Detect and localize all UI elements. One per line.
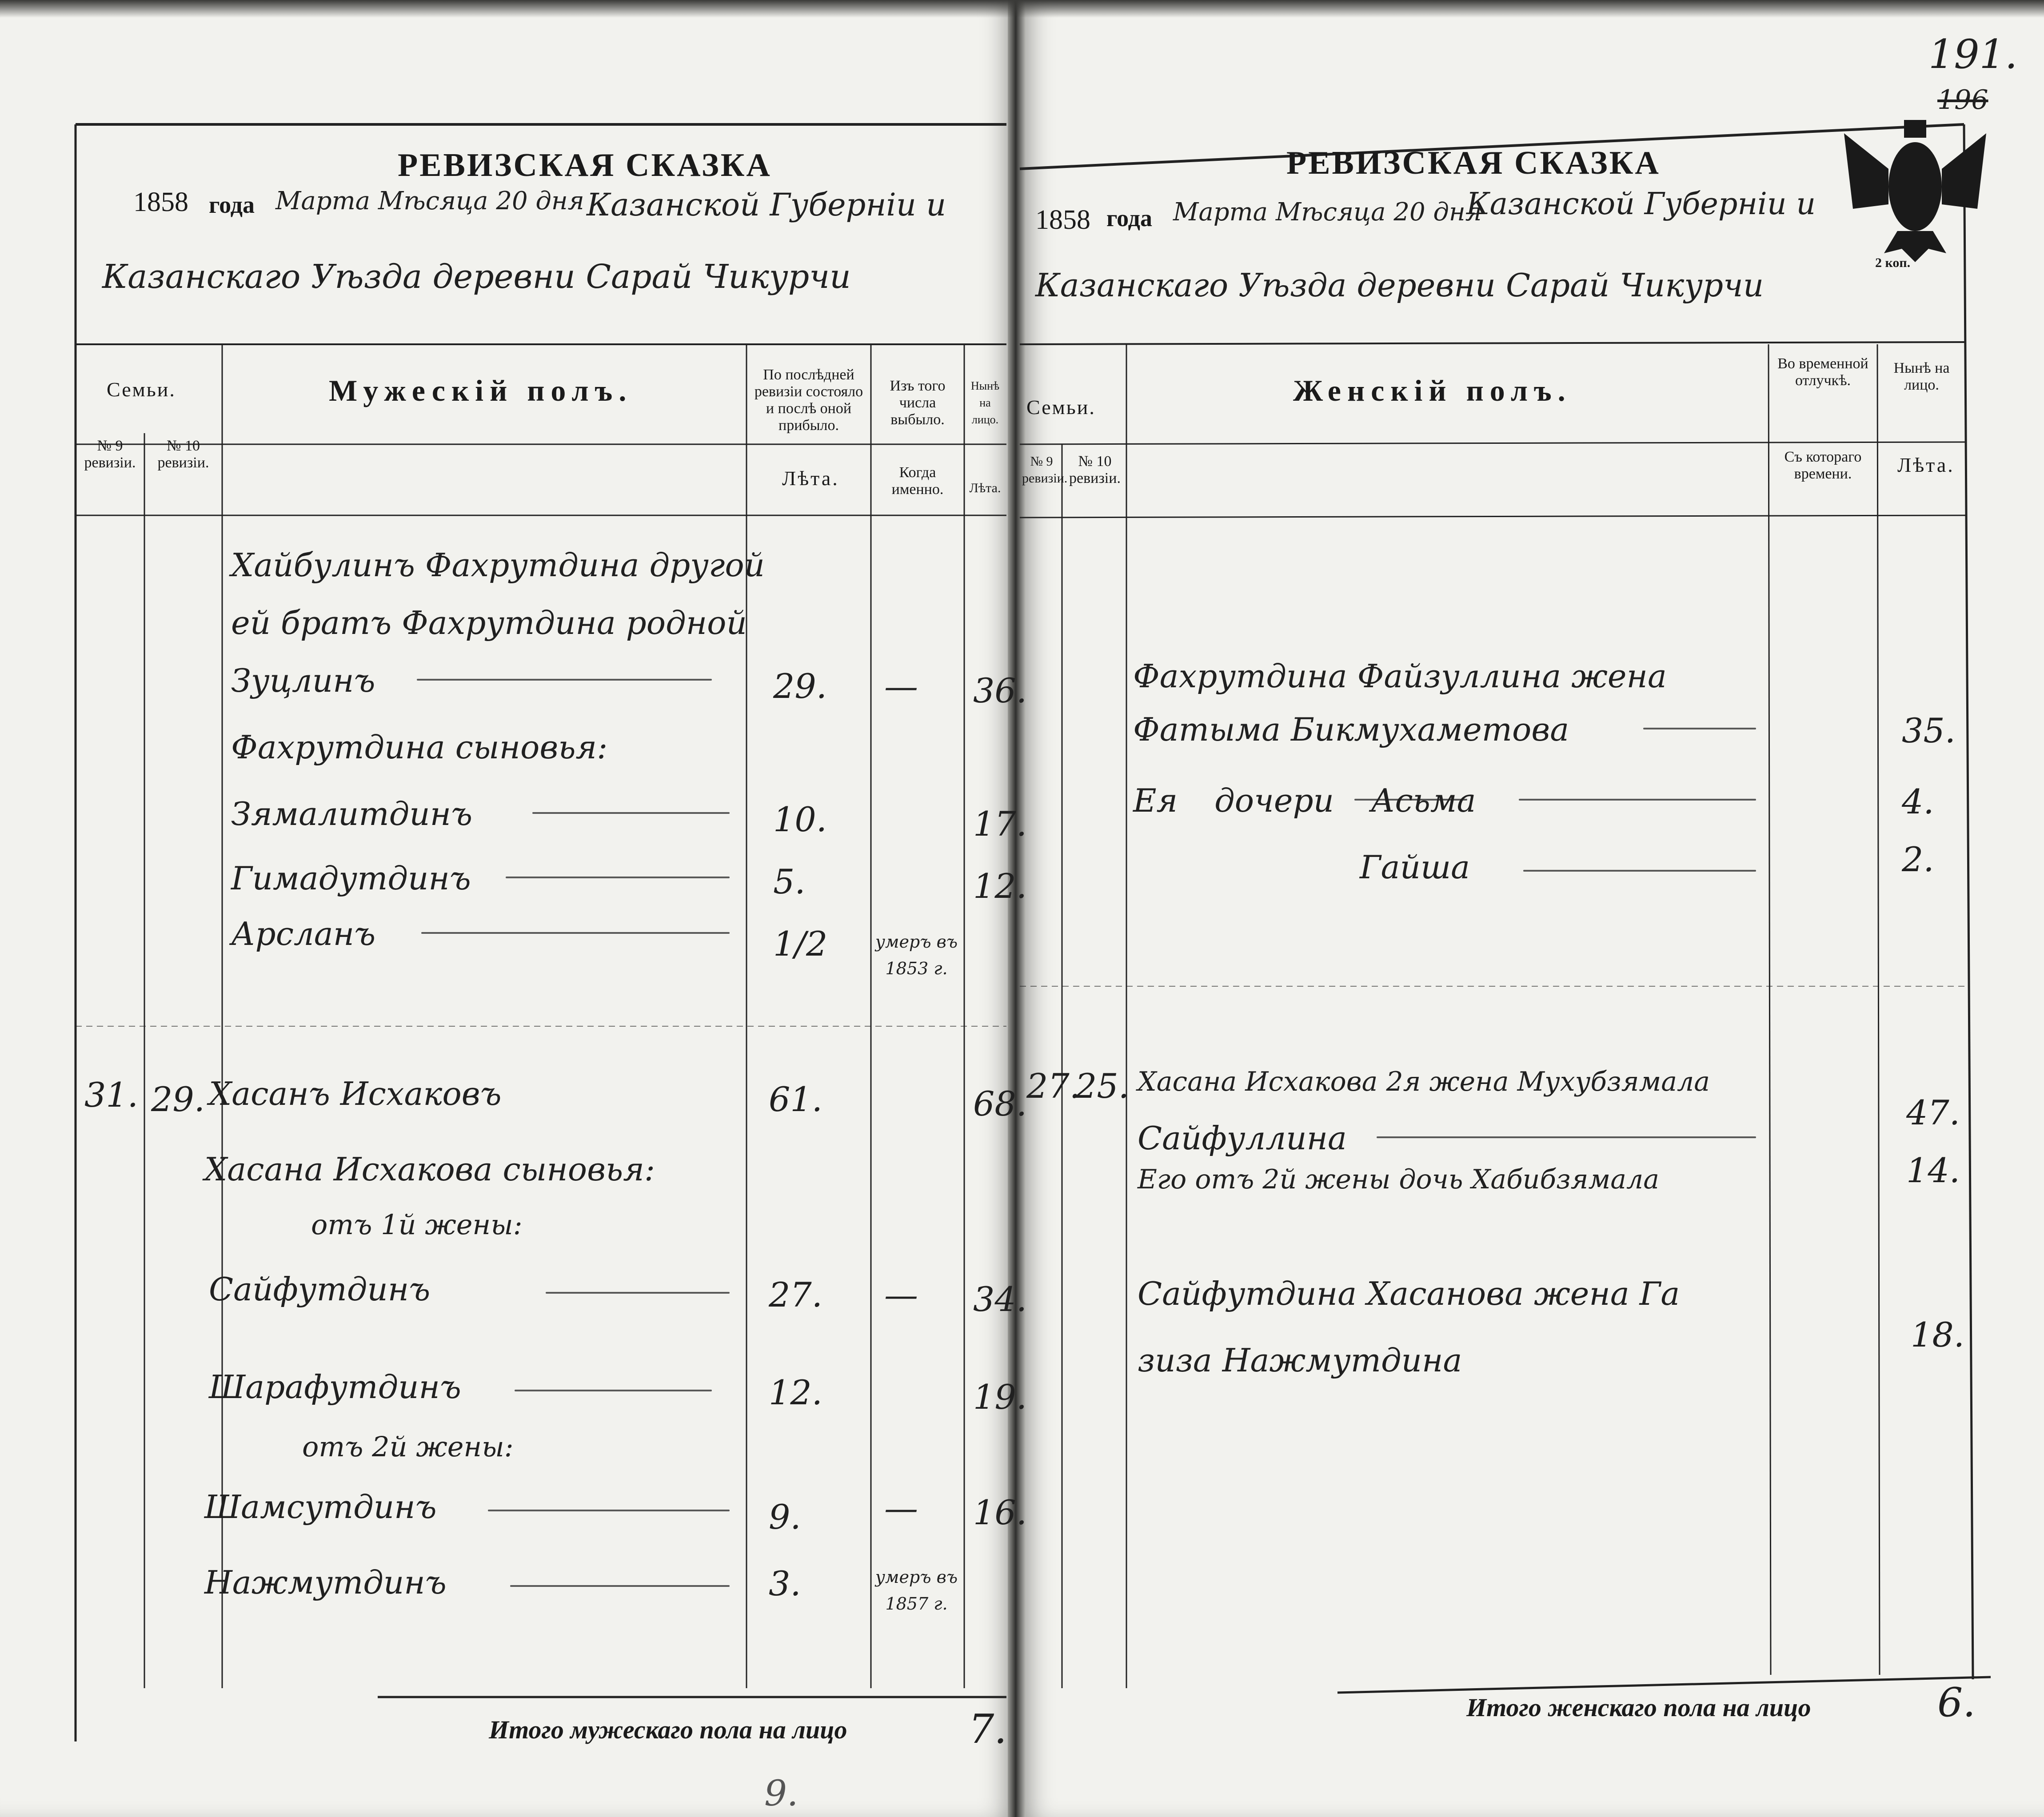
right-date-prefix: года <box>1106 205 1152 231</box>
row-no10: 29. <box>151 1080 205 1119</box>
row-when: умеръ въ 1857 г. <box>875 1567 958 1614</box>
row-no10: 25. <box>1075 1066 1129 1106</box>
row-name: Гимадутдинъ <box>231 860 471 897</box>
right-header-sex: Женскій полъ. <box>1293 374 1572 407</box>
row-age: 3. <box>769 1564 801 1603</box>
right-header-absent: Во временной отлучкѣ. <box>1777 355 1868 389</box>
right-header-families: Семьи. <box>1026 396 1096 418</box>
row-age: 61. <box>769 1080 822 1119</box>
row-now: 68. <box>973 1084 1027 1124</box>
row-name: Сайфутдинъ <box>209 1271 431 1308</box>
left-header-when: Когда именно. <box>891 464 944 498</box>
left-header-no9: № 9 ревизіи. <box>84 438 136 471</box>
row-age: 2. <box>1902 840 1934 879</box>
row-age: 12. <box>769 1373 822 1412</box>
left-header-years2: Лѣта. <box>969 481 1001 495</box>
right-total-label: Итого женскаго пола на лицо <box>1466 1693 1811 1722</box>
row-age: 10. <box>773 800 827 839</box>
row-age: 9. <box>769 1497 801 1537</box>
folio-number: 191. <box>1928 31 2018 78</box>
row-name: Фахрутдина сыновья: <box>231 729 608 766</box>
row-age: 47. <box>1906 1093 1960 1132</box>
right-title: РЕВИЗСКАЯ СКАЗКА <box>1286 145 1661 181</box>
row-now: 36. <box>973 671 1027 710</box>
row-name: отъ 1й жены: <box>311 1208 523 1241</box>
row-name: Сайфутдина Хасанова жена Га <box>1138 1275 1680 1312</box>
row-when: — <box>884 1488 918 1528</box>
right-place-line1: Казанской Губерніи и <box>1466 187 1816 222</box>
row-name: Арсланъ <box>231 915 376 952</box>
left-place-line1: Казанской Губерніи и <box>587 187 946 223</box>
row-when: умеръ въ 1853 г. <box>875 932 958 978</box>
row-now: 19. <box>973 1377 1027 1417</box>
row-name: Его отъ 2й жены дочь Хабибзямала <box>1138 1164 1659 1195</box>
left-date-prefix: года <box>209 191 255 218</box>
row-age: 5. <box>773 862 806 901</box>
row-when: — <box>884 1275 918 1315</box>
right-header-years: Лѣта. <box>1897 454 1955 476</box>
left-header-by-last: По послѣдней ревизіи состояло и послѣ оной прибыло. <box>754 367 863 434</box>
stamp-price: 2 коп. <box>1875 255 1911 270</box>
left-header-now: Нынѣ на лицо. <box>970 379 1000 426</box>
row-age: 14. <box>1906 1151 1960 1190</box>
row-name: зиза Нажмутдина <box>1138 1342 1462 1379</box>
row-name: Сайфуллина <box>1138 1120 1347 1157</box>
row-no9: 31. <box>84 1075 138 1115</box>
row-name: ей братъ Фахрутдина родной <box>231 604 747 642</box>
row-name: отъ 2й жены: <box>302 1430 514 1463</box>
right-header-since: Съ котораго времени. <box>1784 449 1862 482</box>
left-bottom-mark: 9. <box>764 1773 798 1814</box>
row-name: Нажмутдинъ <box>204 1564 447 1601</box>
left-year: 1858 <box>133 187 188 217</box>
row-age: 1/2 <box>773 924 828 964</box>
row-no9: 27. <box>1026 1066 1080 1106</box>
row-now: 12. <box>973 866 1027 906</box>
row-age: 4. <box>1902 782 1934 821</box>
row-age: 35. <box>1902 711 1956 750</box>
row-name: Хасанъ Исхаковъ <box>209 1075 502 1112</box>
left-title: РЕВИЗСКАЯ СКАЗКА <box>398 147 772 183</box>
right-header-now: Нынѣ на лицо. <box>1893 360 1950 393</box>
right-total-value: 6. <box>1937 1679 1976 1726</box>
row-name: Фахрутдина Файзуллина жена <box>1133 657 1667 695</box>
row-age: 29. <box>773 666 827 706</box>
right-year: 1858 <box>1035 205 1090 235</box>
row-name: Хасана Исхакова сыновья: <box>204 1151 655 1188</box>
left-date-hand: Марта Мѣсяца 20 дня <box>275 187 584 215</box>
row-name: Ея дочери Асьма <box>1133 782 1476 819</box>
row-name: Зямалитдинъ <box>231 795 473 833</box>
left-header-sex: Мужескій полъ. <box>329 374 633 407</box>
row-name: Фатыма Бикмухаметова <box>1133 711 1569 748</box>
row-name: Шарафутдинъ <box>209 1368 461 1406</box>
left-total-value: 7. <box>969 1706 1007 1753</box>
row-age: 27. <box>769 1275 822 1315</box>
right-header-no9: № 9 ревизіи. <box>1022 454 1068 486</box>
left-total-label: Итого мужескаго пола на лицо <box>489 1715 847 1744</box>
right-header-no10: № 10 ревизіи. <box>1069 453 1121 486</box>
row-name: Хасана Исхакова 2я жена Мухубзямала <box>1138 1066 1710 1097</box>
folio-old-number: 196 <box>1937 84 1988 116</box>
row-now: 34. <box>973 1279 1027 1319</box>
left-header-families: Семьи. <box>107 378 176 401</box>
row-now: 16. <box>973 1493 1027 1532</box>
left-header-no10: № 10 ревизіи. <box>157 438 209 471</box>
row-name: Шамсутдинъ <box>204 1488 437 1526</box>
row-age: 18. <box>1911 1315 1964 1355</box>
row-when: — <box>884 666 918 706</box>
left-place-line2: Казанскаго Уѣзда деревни Сарай Чикурчи <box>102 258 851 296</box>
row-name: Зуцлинъ <box>231 662 375 699</box>
left-header-of-them: Изъ того числа выбыло. <box>890 378 946 428</box>
right-place-line2: Казанскаго Уѣзда деревни Сарай Чикурчи <box>1035 267 1764 304</box>
left-header-years: Лѣта. <box>782 467 839 490</box>
row-name: Хайбулинъ Фахрутдина другой <box>231 546 765 584</box>
row-name: Гайша <box>1360 849 1470 886</box>
right-date-hand: Марта Мѣсяца 20 дня <box>1173 198 1482 227</box>
row-now: 17. <box>973 804 1027 844</box>
